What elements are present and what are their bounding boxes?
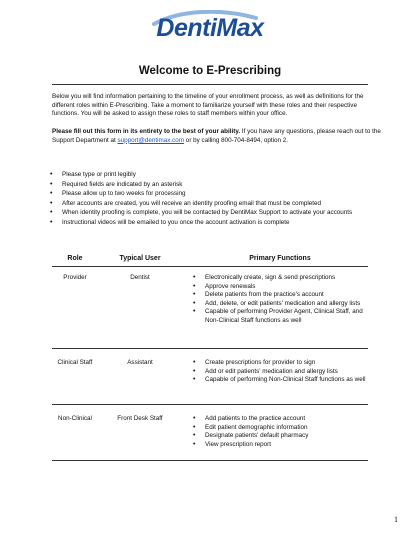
table-cell-functions [192,274,377,326]
list-item: • Please allow up to two weeks for processing [48,189,388,199]
list-item: • Delete patients from the practice's account [192,291,377,300]
list-item: • After accounts are created, you will receive an identity proofing email that must be completed [48,199,388,209]
process-bullet-list [48,170,388,228]
table-cell-user: Front Desk Staff [117,415,163,422]
logo-text: DentiMax [156,14,264,42]
instructions-text: If you have any questions, please reach out to the Support Department at [52,128,381,144]
table-cell-functions [192,415,377,449]
table-bottom-rule [52,460,368,461]
list-item: • Capable of performing Provider Agent, Clinical Staff, and Non-Clinical Staff functions as well [192,308,377,325]
dentimax-logo [0,14,420,43]
list-item: • Electronically create, sign & send prescriptions [192,274,377,283]
header-typical-user: Typical User [119,255,161,262]
list-item: • Designate patients' default pharmacy [192,432,377,441]
list-item: • View prescription report [192,441,377,450]
instructions-paragraph [52,128,382,145]
header-role: Role [67,255,83,262]
table-cell-user: Dentist [130,274,150,281]
header-divider [52,266,368,267]
table-cell-functions [192,359,377,385]
list-item: • Approve renewals [192,283,377,292]
table-cell-role: Provider [63,274,87,281]
table-cell-role: Clinical Staff [57,359,93,366]
list-item: • Add patients to the practice account [192,415,377,424]
list-item: • Instructional videos will be emailed to you once the account activation is complete [48,218,388,228]
list-item: • Add or edit patients' medication and allergy lists [192,368,377,377]
table-cell-role: Non-Clinical [58,415,92,422]
title-divider [52,84,368,85]
row-divider [52,348,368,349]
table-cell-user: Assistant [127,359,153,366]
list-item: • Create prescriptions for provider to sign [192,359,377,368]
instructions-bold-text: Please fill out this form in its entirety to the best of your ability. [52,128,241,135]
page-number: 1 [394,515,398,524]
list-item: • Edit patient demographic information [192,424,377,433]
header-primary-functions: Primary Functions [249,255,311,262]
row-divider [52,404,368,405]
intro-paragraph: Below you will find information pertaining to the timeline of your enrollment process, as well as definitions for the different roles within E-Prescribing. Take a moment to familiarize yourself with these roles and their respective functions. You will be asked to assign these roles to staff members within your office. [52,93,364,118]
list-item: • Required fields are indicated by an asterisk [48,180,388,190]
list-item: • Capable of performing Non-Clinical Staff functions as well [192,376,377,385]
page-title: Welcome to E-Prescribing [138,65,282,77]
list-item: • When identity proofing is complete, you will be contacted by DentiMax Support to activate your accounts [48,208,388,218]
list-item: • Please type or print legibly [48,170,388,180]
support-email-link[interactable]: support@dentimax.com [117,136,185,144]
list-item: • Add, delete, or edit patients' medication and allergy lists [192,300,377,309]
instructions-text-end: or by calling 800-704-8494, option 2. [184,136,289,144]
